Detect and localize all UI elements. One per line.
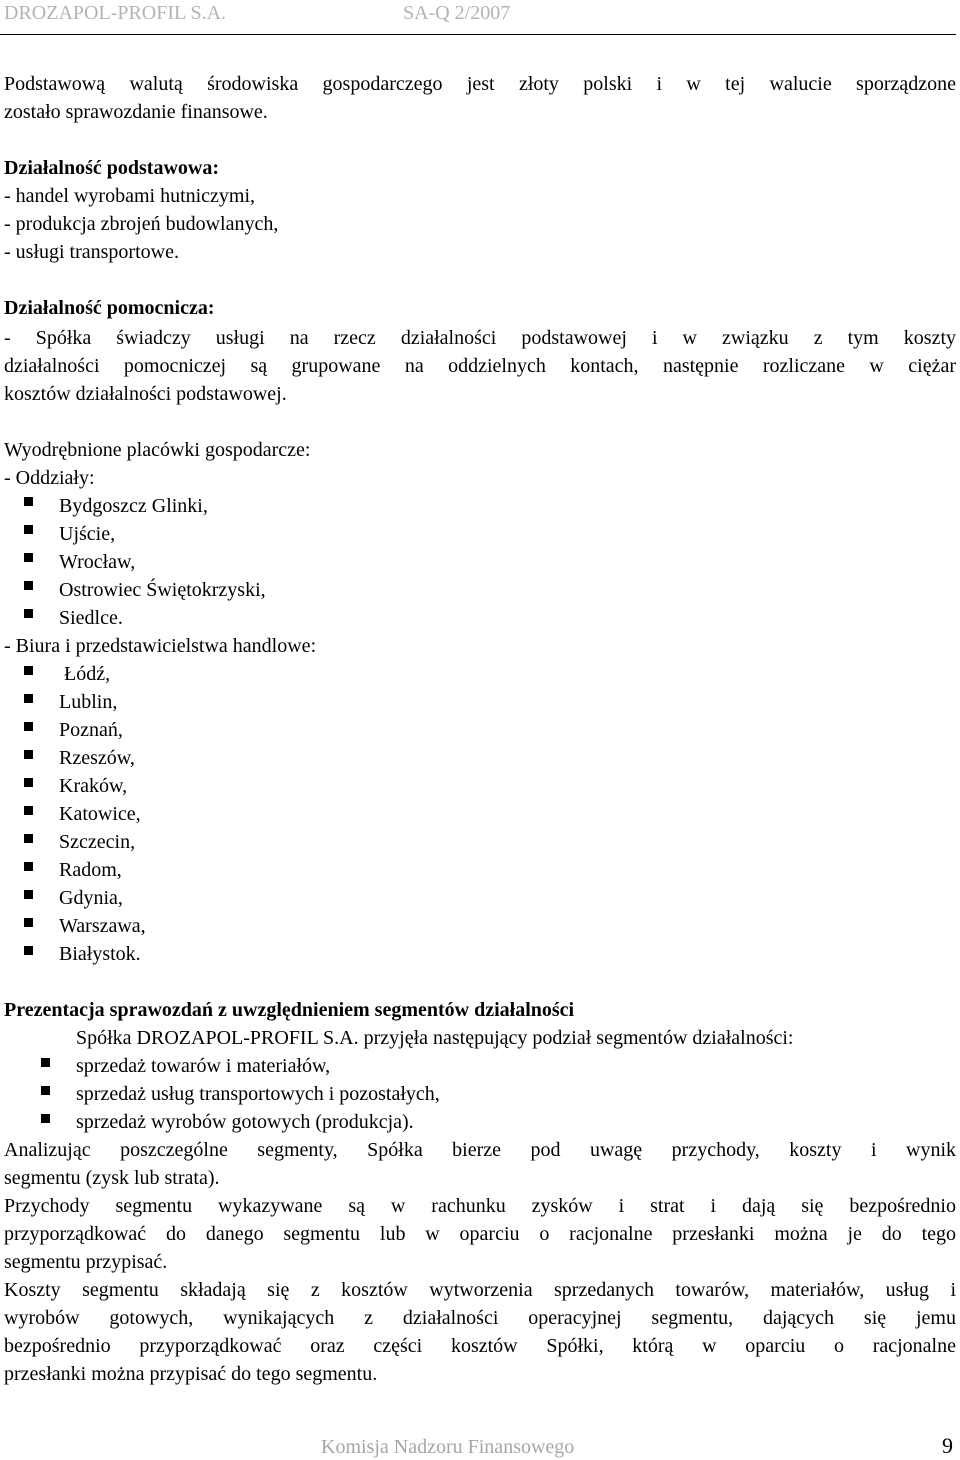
bullet-icon	[24, 497, 33, 506]
segment-item: sprzedaż wyrobów gotowych (produkcja).	[76, 1111, 414, 1133]
office-item: Szczecin,	[59, 831, 136, 853]
office-item: Lublin,	[59, 691, 118, 713]
office-item: Białystok.	[59, 943, 141, 965]
bullet-icon	[24, 778, 33, 787]
branch-item: Wrocław,	[59, 551, 136, 573]
core-activity-item: - handel wyrobami hutniczymi,	[4, 185, 256, 207]
aux-activity-heading: Działalność pomocnicza:	[4, 297, 215, 319]
aux-activity-line-3: kosztów działalności podstawowej.	[4, 383, 287, 405]
segments-p2-line-1: Przychody segmentu wykazywane są w rachunku zysków i strat i dają się bezpośrednio	[4, 1195, 956, 1217]
branch-item: Bydgoszcz Glinki,	[59, 495, 208, 517]
bullet-icon	[24, 694, 33, 703]
office-item: Łódź,	[64, 663, 111, 685]
bullet-icon	[24, 525, 33, 534]
core-activity-item: - produkcja zbrojeń budowlanych,	[4, 213, 279, 235]
segments-p1-line-2: segmentu (zysk lub strata).	[4, 1167, 220, 1189]
units-heading: Wyodrębnione placówki gospodarcze:	[4, 439, 311, 461]
page-number: 9	[942, 1433, 953, 1458]
bullet-icon	[24, 666, 33, 675]
segments-p3-line-1: Koszty segmentu składają się z kosztów wytworzenia sprzedanych towarów, materiałów, usług i	[4, 1279, 956, 1301]
office-item: Gdynia,	[59, 887, 123, 909]
segments-p3-line-2: wyrobów gotowych, wynikających z działalności operacyjnej segmentu, dających się jemu	[4, 1307, 956, 1329]
segments-p3-line-3: bezpośrednio przyporządkować oraz części kosztów Spółki, którą w oparciu o racjonalne	[4, 1335, 956, 1357]
page-footer	[0, 1432, 960, 1460]
office-item: Warszawa,	[59, 915, 146, 937]
bullet-icon	[24, 806, 33, 815]
segments-p2-line-3: segmentu przypisać.	[4, 1251, 168, 1273]
office-item: Katowice,	[59, 803, 141, 825]
segments-intro: Spółka DROZAPOL-PROFIL S.A. przyjęła następujący podział segmentów działalności:	[76, 1027, 794, 1049]
segment-item: sprzedaż usług transportowych i pozostałych,	[76, 1083, 440, 1105]
core-activity-item: - usługi transportowe.	[4, 241, 179, 263]
page-header	[0, 0, 956, 35]
bullet-icon	[41, 1114, 50, 1123]
bullet-icon	[24, 946, 33, 955]
footer-org: Komisja Nadzoru Finansowego	[321, 1436, 575, 1458]
bullet-icon	[41, 1058, 50, 1067]
segments-p1-line-1: Analizując poszczególne segmenty, Spółka bierze pod uwagę przychody, koszty i wynik	[4, 1139, 956, 1161]
header-company: DROZAPOL-PROFIL S.A.	[4, 2, 227, 24]
bullet-icon	[24, 862, 33, 871]
branch-item: Ostrowiec Świętokrzyski,	[59, 579, 266, 601]
segments-p3-line-4: przesłanki można przypisać do tego segmentu.	[4, 1363, 378, 1385]
bullet-icon	[24, 553, 33, 562]
intro-line-1: Podstawową walutą środowiska gospodarczego jest złoty polski i w tej walucie sporządzone	[4, 73, 956, 95]
office-item: Kraków,	[59, 775, 128, 797]
bullet-icon	[24, 890, 33, 899]
bullet-icon	[24, 609, 33, 618]
offices-label: - Biura i przedstawicielstwa handlowe:	[4, 635, 317, 657]
segment-item: sprzedaż towarów i materiałów,	[76, 1055, 331, 1077]
segments-p2-line-2: przyporządkować do danego segmentu lub w oparciu o racjonalne przesłanki można je do tego	[4, 1223, 956, 1245]
branches-label: - Oddziały:	[4, 467, 95, 489]
bullet-icon	[41, 1086, 50, 1095]
header-report-id: SA-Q 2/2007	[403, 2, 511, 24]
office-item: Rzeszów,	[59, 747, 135, 769]
office-item: Radom,	[59, 859, 122, 881]
segments-heading: Prezentacja sprawozdań z uwzględnieniem segmentów działalności	[4, 999, 575, 1021]
bullet-icon	[24, 722, 33, 731]
office-item: Poznań,	[59, 719, 123, 741]
bullet-icon	[24, 918, 33, 927]
bullet-icon	[24, 834, 33, 843]
aux-activity-line-1: - Spółka świadczy usługi na rzecz działalności podstawowej i w związku z tym koszty	[4, 327, 956, 349]
bullet-icon	[24, 750, 33, 759]
core-activity-heading: Działalność podstawowa:	[4, 157, 220, 179]
intro-line-2: zostało sprawozdanie finansowe.	[4, 101, 268, 123]
aux-activity-line-2: działalności pomocniczej są grupowane na oddzielnych kontach, następnie rozliczane w ciężar	[4, 355, 956, 377]
bullet-icon	[24, 581, 33, 590]
branch-item: Ujście,	[59, 523, 116, 545]
branch-item: Siedlce.	[59, 607, 123, 629]
